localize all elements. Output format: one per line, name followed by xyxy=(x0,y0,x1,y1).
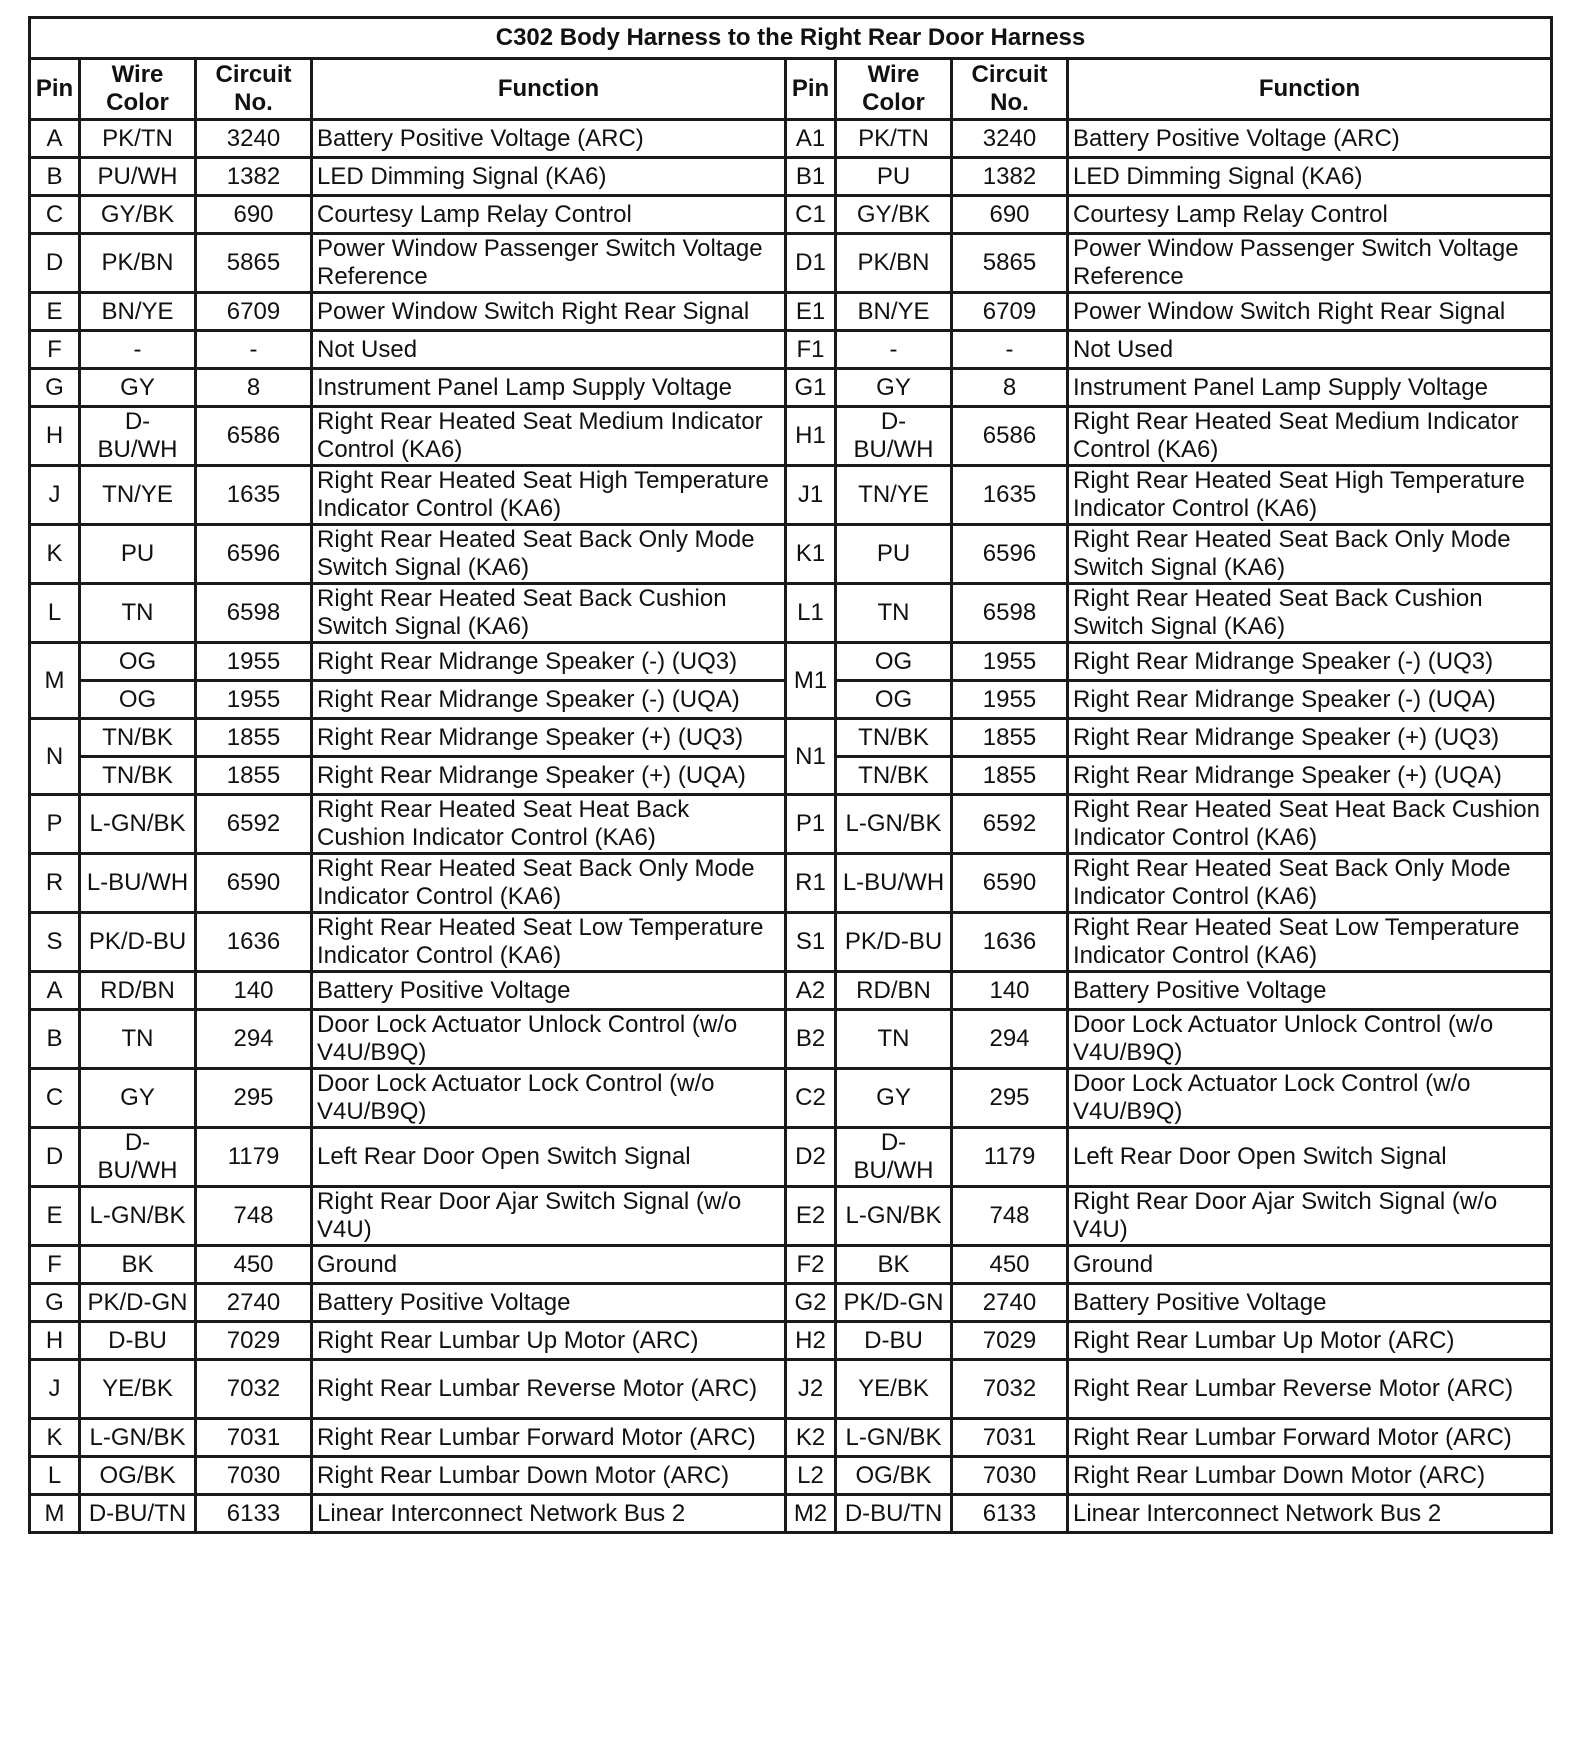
table-row xyxy=(30,1010,1552,1069)
pin-cell-2: B2 xyxy=(786,1010,836,1069)
wire-color-cell-2: BN/YE xyxy=(836,293,952,331)
wire-color-cell: D-BU/WH xyxy=(80,407,196,466)
circuit-cell: 1635 xyxy=(196,466,312,525)
pin-cell-2: J2 xyxy=(786,1360,836,1419)
circuit-cell: 7031 xyxy=(196,1419,312,1457)
circuit-cell-2: 294 xyxy=(952,1010,1068,1069)
function-cell: Right Rear Lumbar Up Motor (ARC) xyxy=(312,1322,786,1360)
pin-cell-2: G2 xyxy=(786,1284,836,1322)
function-cell-2: Not Used xyxy=(1068,331,1552,369)
function-cell: Power Window Passenger Switch Voltage Reference xyxy=(312,234,786,293)
pin-cell: G xyxy=(30,1284,80,1322)
pin-cell-2: M1 xyxy=(786,643,836,719)
wire-color-cell: PK/BN xyxy=(80,234,196,293)
table-row xyxy=(30,719,1552,757)
function-cell-2: Right Rear Midrange Speaker (-) (UQA) xyxy=(1068,681,1552,719)
circuit-cell-2: 2740 xyxy=(952,1284,1068,1322)
table-row xyxy=(30,1187,1552,1246)
table-row xyxy=(30,1360,1552,1419)
header-circuit-no: Circuit No. xyxy=(196,59,312,120)
wire-color-cell-2: BK xyxy=(836,1246,952,1284)
function-cell-2: Right Rear Lumbar Down Motor (ARC) xyxy=(1068,1457,1552,1495)
wire-color-cell-2: TN xyxy=(836,584,952,643)
circuit-cell: 1382 xyxy=(196,158,312,196)
wire-color-cell-2: D-BU/WH xyxy=(836,407,952,466)
table-row xyxy=(30,120,1552,158)
table-row xyxy=(30,1495,1552,1533)
pin-cell: K xyxy=(30,1419,80,1457)
circuit-cell: 7030 xyxy=(196,1457,312,1495)
wire-color-cell-2: GY/BK xyxy=(836,196,952,234)
pin-cell-2: D2 xyxy=(786,1128,836,1187)
circuit-cell: 1855 xyxy=(196,719,312,757)
circuit-cell-2: 1855 xyxy=(952,719,1068,757)
circuit-cell-2: 1636 xyxy=(952,913,1068,972)
function-cell-2: Right Rear Lumbar Forward Motor (ARC) xyxy=(1068,1419,1552,1457)
function-cell: Right Rear Heated Seat Back Only Mode Switch Signal (KA6) xyxy=(312,525,786,584)
circuit-cell: 295 xyxy=(196,1069,312,1128)
pin-cell: F xyxy=(30,1246,80,1284)
function-cell: Left Rear Door Open Switch Signal xyxy=(312,1128,786,1187)
function-cell-2: Ground xyxy=(1068,1246,1552,1284)
circuit-cell-2: 7031 xyxy=(952,1419,1068,1457)
wire-color-cell: D-BU/WH xyxy=(80,1128,196,1187)
pin-cell: P xyxy=(30,795,80,854)
circuit-cell-2: 748 xyxy=(952,1187,1068,1246)
wire-color-cell: OG/BK xyxy=(80,1457,196,1495)
function-cell: Door Lock Actuator Unlock Control (w/o V4U/B9Q) xyxy=(312,1010,786,1069)
pin-cell-2: A2 xyxy=(786,972,836,1010)
function-cell: Power Window Switch Right Rear Signal xyxy=(312,293,786,331)
function-cell: Right Rear Midrange Speaker (-) (UQA) xyxy=(312,681,786,719)
wire-color-cell-2: YE/BK xyxy=(836,1360,952,1419)
wire-color-cell: OG xyxy=(80,643,196,681)
function-cell: Right Rear Heated Seat Back Cushion Switch Signal (KA6) xyxy=(312,584,786,643)
pin-cell-2: M2 xyxy=(786,1495,836,1533)
pin-cell: E xyxy=(30,293,80,331)
wire-color-cell: L-GN/BK xyxy=(80,795,196,854)
circuit-cell: 6133 xyxy=(196,1495,312,1533)
wire-color-cell-2: OG xyxy=(836,643,952,681)
pin-cell: E xyxy=(30,1187,80,1246)
wire-color-cell: D-BU xyxy=(80,1322,196,1360)
function-cell-2: Battery Positive Voltage (ARC) xyxy=(1068,120,1552,158)
circuit-cell: 294 xyxy=(196,1010,312,1069)
function-cell-2: Power Window Switch Right Rear Signal xyxy=(1068,293,1552,331)
table-title: C302 Body Harness to the Right Rear Door Harness xyxy=(30,18,1552,59)
circuit-cell-2: 6133 xyxy=(952,1495,1068,1533)
circuit-cell: 6596 xyxy=(196,525,312,584)
function-cell-2: Door Lock Actuator Lock Control (w/o V4U/B9Q) xyxy=(1068,1069,1552,1128)
circuit-cell: 6586 xyxy=(196,407,312,466)
pin-cell-2: F1 xyxy=(786,331,836,369)
circuit-cell-2: 6596 xyxy=(952,525,1068,584)
function-cell: Right Rear Lumbar Reverse Motor (ARC) xyxy=(312,1360,786,1419)
wire-color-cell: RD/BN xyxy=(80,972,196,1010)
circuit-cell-2: 140 xyxy=(952,972,1068,1010)
wire-color-cell: TN xyxy=(80,1010,196,1069)
circuit-cell-2: 7029 xyxy=(952,1322,1068,1360)
wire-color-cell: PK/TN xyxy=(80,120,196,158)
circuit-cell: 1955 xyxy=(196,643,312,681)
wire-color-cell-2: PU xyxy=(836,158,952,196)
function-cell-2: Right Rear Midrange Speaker (+) (UQA) xyxy=(1068,757,1552,795)
function-cell: Battery Positive Voltage xyxy=(312,1284,786,1322)
pin-cell-2: H1 xyxy=(786,407,836,466)
pin-cell-2: F2 xyxy=(786,1246,836,1284)
pin-cell-2: L1 xyxy=(786,584,836,643)
pin-cell-2: R1 xyxy=(786,854,836,913)
function-cell-2: Right Rear Heated Seat Back Only Mode Switch Signal (KA6) xyxy=(1068,525,1552,584)
pin-cell: D xyxy=(30,1128,80,1187)
circuit-cell-2: 1955 xyxy=(952,681,1068,719)
pin-cell: R xyxy=(30,854,80,913)
circuit-cell-2: 295 xyxy=(952,1069,1068,1128)
function-cell-2: Battery Positive Voltage xyxy=(1068,1284,1552,1322)
wire-color-cell-2: TN/YE xyxy=(836,466,952,525)
function-cell-2: Right Rear Heated Seat Low Temperature Indicator Control (KA6) xyxy=(1068,913,1552,972)
function-cell-2: Right Rear Lumbar Up Motor (ARC) xyxy=(1068,1322,1552,1360)
wire-color-cell: YE/BK xyxy=(80,1360,196,1419)
function-cell: Right Rear Heated Seat Low Temperature Indicator Control (KA6) xyxy=(312,913,786,972)
wire-color-cell-2: GY xyxy=(836,369,952,407)
wire-color-cell-2: GY xyxy=(836,1069,952,1128)
circuit-cell: 6592 xyxy=(196,795,312,854)
pin-cell: H xyxy=(30,407,80,466)
circuit-cell: 690 xyxy=(196,196,312,234)
wire-color-cell-2: TN/BK xyxy=(836,719,952,757)
circuit-cell: 7032 xyxy=(196,1360,312,1419)
pin-cell: N xyxy=(30,719,80,795)
pin-cell-2: K2 xyxy=(786,1419,836,1457)
table-row xyxy=(30,525,1552,584)
function-cell-2: LED Dimming Signal (KA6) xyxy=(1068,158,1552,196)
pin-cell: L xyxy=(30,584,80,643)
circuit-cell: 2740 xyxy=(196,1284,312,1322)
pin-cell: A xyxy=(30,972,80,1010)
wire-color-cell-2: L-GN/BK xyxy=(836,795,952,854)
circuit-cell: 7029 xyxy=(196,1322,312,1360)
wire-color-cell: OG xyxy=(80,681,196,719)
circuit-cell-2: 8 xyxy=(952,369,1068,407)
circuit-cell-2: 1955 xyxy=(952,643,1068,681)
circuit-cell: 3240 xyxy=(196,120,312,158)
wire-color-cell: BK xyxy=(80,1246,196,1284)
function-cell-2: Power Window Passenger Switch Voltage Reference xyxy=(1068,234,1552,293)
function-cell: Right Rear Heated Seat Heat Back Cushion Indicator Control (KA6) xyxy=(312,795,786,854)
wire-color-cell: PU xyxy=(80,525,196,584)
header-pin: Pin xyxy=(30,59,80,120)
wire-color-cell-2: PK/D-BU xyxy=(836,913,952,972)
pin-cell-2: E1 xyxy=(786,293,836,331)
circuit-cell-2: 1855 xyxy=(952,757,1068,795)
table-row xyxy=(30,972,1552,1010)
pin-cell-2: J1 xyxy=(786,466,836,525)
wire-color-cell: PK/D-BU xyxy=(80,913,196,972)
function-cell-2: Left Rear Door Open Switch Signal xyxy=(1068,1128,1552,1187)
circuit-cell: 140 xyxy=(196,972,312,1010)
circuit-cell: 1179 xyxy=(196,1128,312,1187)
pin-cell: B xyxy=(30,1010,80,1069)
wire-color-cell: TN/BK xyxy=(80,757,196,795)
circuit-cell: 6709 xyxy=(196,293,312,331)
circuit-cell: 1636 xyxy=(196,913,312,972)
table-row xyxy=(30,1246,1552,1284)
function-cell: Linear Interconnect Network Bus 2 xyxy=(312,1495,786,1533)
circuit-cell: 1855 xyxy=(196,757,312,795)
function-cell: Courtesy Lamp Relay Control xyxy=(312,196,786,234)
pin-cell: D xyxy=(30,234,80,293)
circuit-cell-2: 6586 xyxy=(952,407,1068,466)
function-cell-2: Right Rear Heated Seat Back Only Mode Indicator Control (KA6) xyxy=(1068,854,1552,913)
pin-cell-2: B1 xyxy=(786,158,836,196)
table-row xyxy=(30,234,1552,293)
table-row xyxy=(30,158,1552,196)
wire-color-cell: PK/D-GN xyxy=(80,1284,196,1322)
pin-cell-2: A1 xyxy=(786,120,836,158)
pin-cell: C xyxy=(30,1069,80,1128)
wire-color-cell-2: L-BU/WH xyxy=(836,854,952,913)
wire-color-cell-2: PK/D-GN xyxy=(836,1284,952,1322)
function-cell-2: Right Rear Heated Seat Medium Indicator Control (KA6) xyxy=(1068,407,1552,466)
function-cell-2: Right Rear Heated Seat Back Cushion Switch Signal (KA6) xyxy=(1068,584,1552,643)
table-row xyxy=(30,196,1552,234)
function-cell: Battery Positive Voltage xyxy=(312,972,786,1010)
wire-color-cell-2: - xyxy=(836,331,952,369)
pin-cell: C xyxy=(30,196,80,234)
function-cell-2: Right Rear Midrange Speaker (-) (UQ3) xyxy=(1068,643,1552,681)
table-row xyxy=(30,369,1552,407)
pin-cell: J xyxy=(30,466,80,525)
circuit-cell: 748 xyxy=(196,1187,312,1246)
wire-color-cell-2: TN/BK xyxy=(836,757,952,795)
wire-color-cell: GY/BK xyxy=(80,196,196,234)
circuit-cell-2: 1382 xyxy=(952,158,1068,196)
wire-color-cell-2: PU xyxy=(836,525,952,584)
pin-cell: G xyxy=(30,369,80,407)
pin-cell-2: N1 xyxy=(786,719,836,795)
wire-color-cell: D-BU/TN xyxy=(80,1495,196,1533)
table-row xyxy=(30,1457,1552,1495)
connector-table-sheet xyxy=(28,16,1553,1534)
table-row xyxy=(30,293,1552,331)
table-row xyxy=(30,584,1552,643)
pin-cell-2: K1 xyxy=(786,525,836,584)
circuit-cell-2: - xyxy=(952,331,1068,369)
header-wire-color: Wire Color xyxy=(80,59,196,120)
wire-color-cell-2: PK/BN xyxy=(836,234,952,293)
header-pin-2: Pin xyxy=(786,59,836,120)
function-cell-2: Linear Interconnect Network Bus 2 xyxy=(1068,1495,1552,1533)
wire-color-cell-2: L-GN/BK xyxy=(836,1187,952,1246)
table-row xyxy=(30,1322,1552,1360)
function-cell: Right Rear Heated Seat Back Only Mode Indicator Control (KA6) xyxy=(312,854,786,913)
pin-cell-2: P1 xyxy=(786,795,836,854)
circuit-cell-2: 1179 xyxy=(952,1128,1068,1187)
header-function-2: Function xyxy=(1068,59,1552,120)
wire-color-cell: L-GN/BK xyxy=(80,1419,196,1457)
table-row xyxy=(30,1419,1552,1457)
table-row xyxy=(30,331,1552,369)
wire-color-cell-2: D-BU/TN xyxy=(836,1495,952,1533)
function-cell: Battery Positive Voltage (ARC) xyxy=(312,120,786,158)
function-cell: Right Rear Midrange Speaker (-) (UQ3) xyxy=(312,643,786,681)
function-cell: Right Rear Heated Seat Medium Indicator Control (KA6) xyxy=(312,407,786,466)
circuit-cell: 6598 xyxy=(196,584,312,643)
function-cell: Ground xyxy=(312,1246,786,1284)
wire-color-cell: GY xyxy=(80,369,196,407)
circuit-cell: 5865 xyxy=(196,234,312,293)
wire-color-cell-2: PK/TN xyxy=(836,120,952,158)
circuit-cell-2: 6709 xyxy=(952,293,1068,331)
circuit-cell-2: 6592 xyxy=(952,795,1068,854)
wire-color-cell: GY xyxy=(80,1069,196,1128)
pin-cell: L xyxy=(30,1457,80,1495)
circuit-cell-2: 7030 xyxy=(952,1457,1068,1495)
pin-cell: B xyxy=(30,158,80,196)
pin-cell-2: E2 xyxy=(786,1187,836,1246)
pin-cell-2: G1 xyxy=(786,369,836,407)
pin-cell-2: C1 xyxy=(786,196,836,234)
connector-pinout-table xyxy=(28,16,1553,1534)
function-cell: LED Dimming Signal (KA6) xyxy=(312,158,786,196)
function-cell: Not Used xyxy=(312,331,786,369)
function-cell-2: Right Rear Lumbar Reverse Motor (ARC) xyxy=(1068,1360,1552,1419)
pin-cell: H xyxy=(30,1322,80,1360)
table-row xyxy=(30,1284,1552,1322)
table-row xyxy=(30,913,1552,972)
function-cell: Right Rear Midrange Speaker (+) (UQ3) xyxy=(312,719,786,757)
function-cell: Right Rear Midrange Speaker (+) (UQA) xyxy=(312,757,786,795)
wire-color-cell-2: OG xyxy=(836,681,952,719)
header-row xyxy=(30,59,1552,120)
pin-cell: A xyxy=(30,120,80,158)
function-cell: Right Rear Heated Seat High Temperature Indicator Control (KA6) xyxy=(312,466,786,525)
wire-color-cell-2: D-BU/WH xyxy=(836,1128,952,1187)
function-cell-2: Right Rear Heated Seat Heat Back Cushion Indicator Control (KA6) xyxy=(1068,795,1552,854)
table-row xyxy=(30,795,1552,854)
circuit-cell-2: 690 xyxy=(952,196,1068,234)
circuit-cell-2: 7032 xyxy=(952,1360,1068,1419)
circuit-cell-2: 6590 xyxy=(952,854,1068,913)
pin-cell-2: S1 xyxy=(786,913,836,972)
header-function: Function xyxy=(312,59,786,120)
table-row xyxy=(30,1128,1552,1187)
circuit-cell-2: 5865 xyxy=(952,234,1068,293)
wire-color-cell: BN/YE xyxy=(80,293,196,331)
wire-color-cell: - xyxy=(80,331,196,369)
function-cell-2: Right Rear Door Ajar Switch Signal (w/o V4U) xyxy=(1068,1187,1552,1246)
pin-cell: S xyxy=(30,913,80,972)
header-circuit-no-2: Circuit No. xyxy=(952,59,1068,120)
wire-color-cell-2: RD/BN xyxy=(836,972,952,1010)
circuit-cell: 6590 xyxy=(196,854,312,913)
wire-color-cell-2: D-BU xyxy=(836,1322,952,1360)
circuit-cell: - xyxy=(196,331,312,369)
table-row xyxy=(30,1069,1552,1128)
circuit-cell-2: 450 xyxy=(952,1246,1068,1284)
function-cell-2: Right Rear Heated Seat High Temperature Indicator Control (KA6) xyxy=(1068,466,1552,525)
function-cell-2: Battery Positive Voltage xyxy=(1068,972,1552,1010)
circuit-cell: 450 xyxy=(196,1246,312,1284)
wire-color-cell: TN/YE xyxy=(80,466,196,525)
wire-color-cell-2: TN xyxy=(836,1010,952,1069)
wire-color-cell: PU/WH xyxy=(80,158,196,196)
wire-color-cell-2: OG/BK xyxy=(836,1457,952,1495)
function-cell: Right Rear Lumbar Forward Motor (ARC) xyxy=(312,1419,786,1457)
header-wire-color-2: Wire Color xyxy=(836,59,952,120)
circuit-cell-2: 1635 xyxy=(952,466,1068,525)
function-cell: Door Lock Actuator Lock Control (w/o V4U/B9Q) xyxy=(312,1069,786,1128)
table-row xyxy=(30,854,1552,913)
function-cell-2: Courtesy Lamp Relay Control xyxy=(1068,196,1552,234)
pin-cell-2: L2 xyxy=(786,1457,836,1495)
circuit-cell: 8 xyxy=(196,369,312,407)
circuit-cell: 1955 xyxy=(196,681,312,719)
wire-color-cell: TN/BK xyxy=(80,719,196,757)
wire-color-cell-2: L-GN/BK xyxy=(836,1419,952,1457)
wire-color-cell: L-BU/WH xyxy=(80,854,196,913)
function-cell-2: Instrument Panel Lamp Supply Voltage xyxy=(1068,369,1552,407)
pin-cell: J xyxy=(30,1360,80,1419)
function-cell: Right Rear Lumbar Down Motor (ARC) xyxy=(312,1457,786,1495)
pin-cell-2: C2 xyxy=(786,1069,836,1128)
table-row xyxy=(30,466,1552,525)
function-cell-2: Door Lock Actuator Unlock Control (w/o V4U/B9Q) xyxy=(1068,1010,1552,1069)
wire-color-cell: TN xyxy=(80,584,196,643)
function-cell-2: Right Rear Midrange Speaker (+) (UQ3) xyxy=(1068,719,1552,757)
table-row xyxy=(30,407,1552,466)
function-cell: Right Rear Door Ajar Switch Signal (w/o V4U) xyxy=(312,1187,786,1246)
wire-color-cell: L-GN/BK xyxy=(80,1187,196,1246)
circuit-cell-2: 6598 xyxy=(952,584,1068,643)
function-cell: Instrument Panel Lamp Supply Voltage xyxy=(312,369,786,407)
circuit-cell-2: 3240 xyxy=(952,120,1068,158)
pin-cell: F xyxy=(30,331,80,369)
pin-cell: K xyxy=(30,525,80,584)
table-row xyxy=(30,643,1552,681)
pin-cell-2: D1 xyxy=(786,234,836,293)
pin-cell: M xyxy=(30,643,80,719)
pin-cell-2: H2 xyxy=(786,1322,836,1360)
pin-cell: M xyxy=(30,1495,80,1533)
